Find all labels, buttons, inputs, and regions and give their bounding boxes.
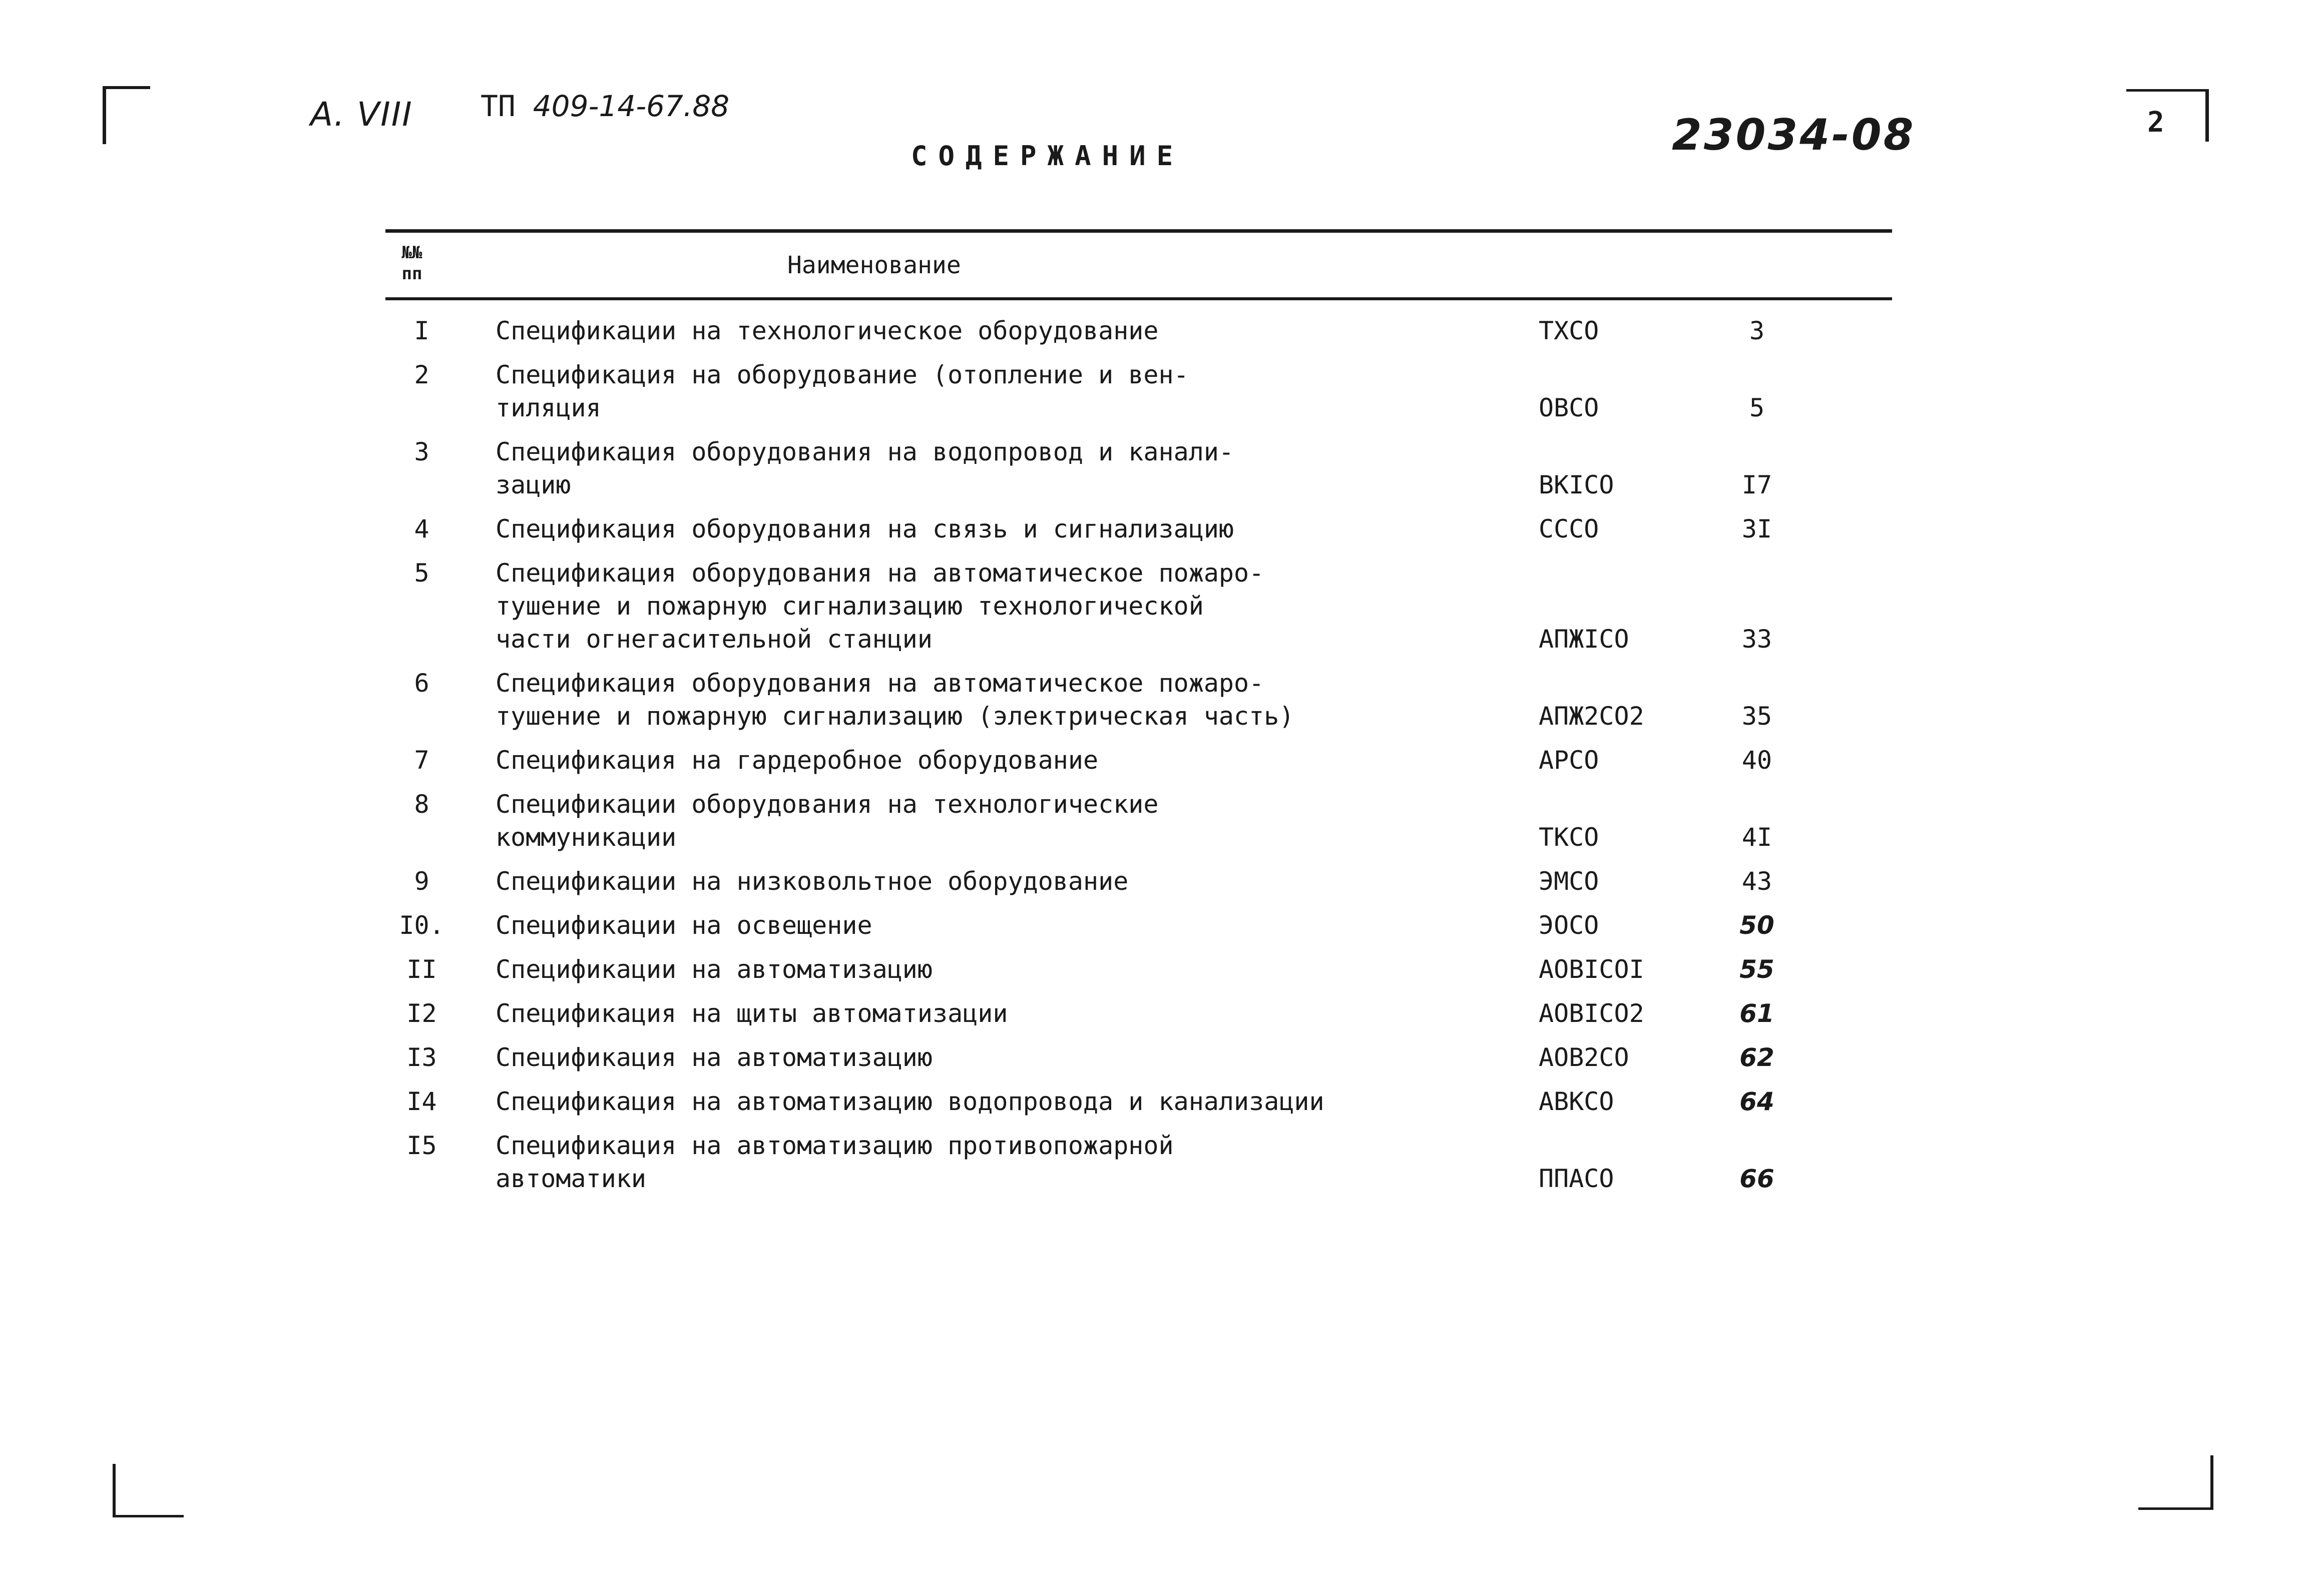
row-page: 66 [1739, 1164, 1774, 1193]
row-name-line: Спецификация оборудования на водопровод и канали- [496, 437, 1234, 466]
row-number: 3 [414, 437, 429, 466]
row-code: ТКСО [1539, 823, 1599, 852]
row-page: 40 [1741, 746, 1772, 775]
row-page: 3I [1741, 514, 1772, 544]
row-number: 8 [414, 790, 429, 819]
row-name-line: Спецификация оборудования на автоматическое пожаро- [496, 559, 1264, 588]
row-page: 35 [1741, 702, 1772, 731]
row-page: 43 [1741, 867, 1772, 896]
row-number: I2 [406, 999, 437, 1028]
row-name-line: тушение и пожарную сигнализацию технологической [496, 592, 1204, 621]
row-number: II [406, 955, 437, 984]
row-name [496, 1041, 1497, 1074]
sheet-mark: А. VIII [310, 95, 413, 134]
row-code: АВКСО [1539, 1087, 1614, 1116]
row-code: АРСО [1539, 746, 1599, 775]
row-number: 7 [414, 746, 429, 775]
table-top-rule [385, 229, 1892, 233]
row-number: 4 [414, 514, 429, 544]
row-name-line: Спецификация оборудования на автоматическое пожаро- [496, 669, 1264, 698]
row-name [496, 997, 1497, 1030]
row-name-line: Спецификации на низковольтное оборудование [496, 867, 1129, 896]
row-number: 6 [414, 669, 429, 698]
column-header-number-line: пп [401, 264, 422, 284]
row-code: ВКIСО [1539, 470, 1614, 499]
row-page: 61 [1739, 999, 1774, 1028]
row-code: ОВСО [1539, 393, 1599, 422]
corner-mark-bottom-left [113, 1464, 184, 1517]
row-name-line: Спецификации на технологическое оборудование [496, 316, 1159, 345]
column-header-name: Наименование [787, 251, 961, 279]
row-name-line: части огнегасительной станции [496, 625, 933, 654]
page-title: СОДЕРЖАНИЕ [911, 140, 1184, 172]
row-code: АПЖ2СО2 [1539, 702, 1644, 731]
corner-mark-top-left [103, 86, 150, 144]
row-page: 55 [1739, 955, 1774, 984]
row-page: 33 [1741, 625, 1772, 654]
row-page: 64 [1739, 1087, 1774, 1116]
row-name-line: Спецификация на гардеробное оборудование [496, 746, 1099, 775]
row-name [496, 557, 1497, 656]
row-name [496, 1085, 1497, 1118]
row-name [496, 512, 1497, 546]
row-number: I [414, 316, 429, 345]
row-name-line: Спецификация на автоматизацию [496, 1043, 933, 1072]
row-code: ЭМСО [1539, 867, 1599, 896]
row-page: I7 [1741, 470, 1772, 499]
row-code: АОВ2СО [1539, 1043, 1629, 1072]
row-name [496, 1129, 1497, 1195]
corner-mark-top-right [2126, 89, 2209, 142]
row-number: 9 [414, 867, 429, 896]
row-code: АОВIСОI [1539, 955, 1644, 984]
row-code: СССО [1539, 514, 1599, 544]
row-code: ЭОСО [1539, 911, 1599, 940]
row-name-line: Спецификация на щиты автоматизации [496, 999, 1008, 1028]
row-name [496, 953, 1497, 986]
row-code: АОВIСО2 [1539, 999, 1644, 1028]
row-name-line: Спецификация на оборудование (отопление и вен- [496, 360, 1189, 389]
row-number: I3 [406, 1043, 437, 1072]
row-name-line: Спецификации на автоматизацию [496, 955, 933, 984]
row-code: ТХСО [1539, 316, 1599, 345]
row-number: I5 [406, 1131, 437, 1160]
table-header-rule [385, 297, 1892, 300]
row-name-line: тиляция [496, 393, 601, 422]
row-code: ППАСО [1539, 1164, 1614, 1193]
row-name-line: Спецификации на освещение [496, 911, 872, 940]
row-name-line: зацию [496, 470, 571, 499]
column-header-number [384, 242, 439, 284]
row-name [496, 314, 1497, 347]
row-number: 2 [414, 360, 429, 389]
row-page: 50 [1739, 911, 1774, 940]
row-name-line: тушение и пожарную сигнализацию (электрическая часть) [496, 702, 1294, 731]
row-page: 4I [1741, 823, 1772, 852]
corner-mark-bottom-right [2138, 1455, 2213, 1510]
row-name [496, 909, 1497, 942]
row-name [496, 788, 1497, 854]
row-page: 3 [1749, 316, 1765, 345]
row-name-line: Спецификация на автоматизацию противопожарной [496, 1131, 1174, 1160]
row-name-line: Спецификация на автоматизацию водопровода и канализации [496, 1087, 1324, 1116]
row-name [496, 744, 1497, 777]
page-number: 2 [2147, 106, 2164, 139]
row-number: I4 [406, 1087, 437, 1116]
row-name [496, 435, 1497, 501]
row-name [496, 865, 1497, 898]
handwritten-code: 23034-08 [1672, 110, 1916, 160]
row-page: 5 [1749, 393, 1765, 422]
row-number: 5 [414, 559, 429, 588]
row-name-line: Спецификация оборудования на связь и сигнализацию [496, 514, 1234, 544]
project-number: 409-14-67.88 [533, 89, 730, 123]
row-name-line: автоматики [496, 1164, 647, 1193]
project-code [481, 89, 729, 123]
row-name [496, 667, 1497, 733]
row-code: АПЖIСО [1539, 625, 1629, 654]
row-page: 62 [1739, 1043, 1774, 1072]
project-prefix: ТП [481, 89, 516, 123]
row-name-line: Спецификации оборудования на технологические [496, 790, 1159, 819]
column-header-number-line: №№ [401, 243, 422, 263]
row-name [496, 358, 1497, 424]
row-name-line: коммуникации [496, 823, 677, 852]
row-number: I0. [399, 911, 444, 940]
